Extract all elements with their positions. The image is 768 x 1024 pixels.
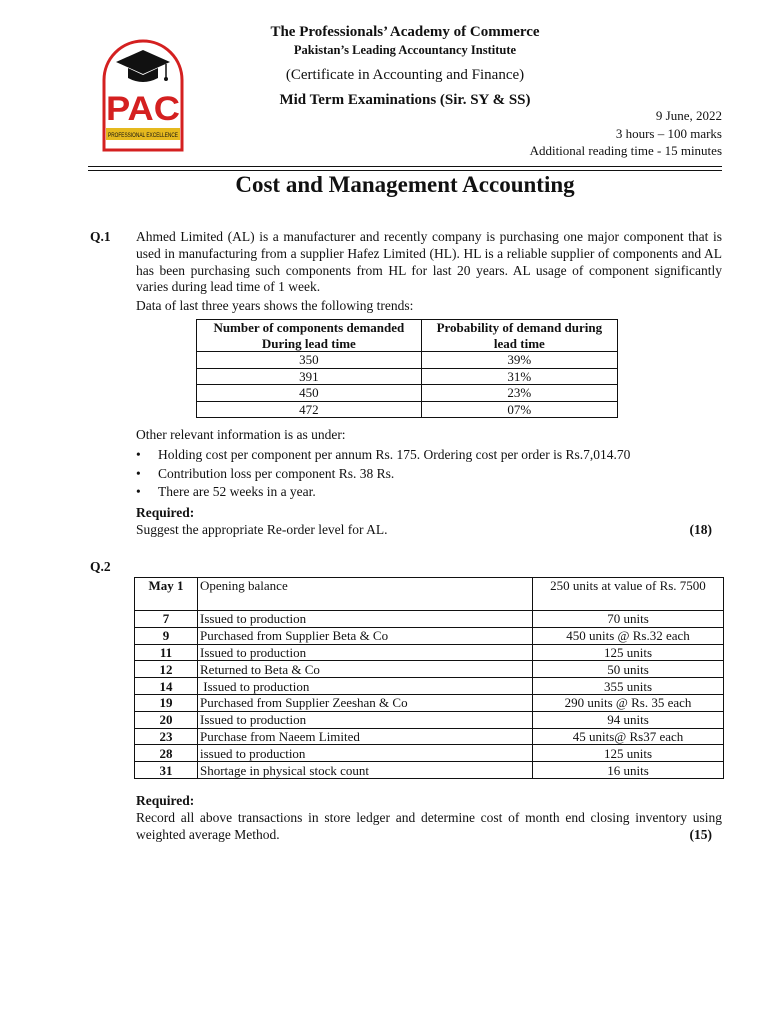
table-row <box>135 661 724 678</box>
date-cell: 11 <box>135 644 198 661</box>
q2-marks: (15) <box>689 827 712 842</box>
description-cell: Purchase from Naeem Limited <box>198 728 533 745</box>
table-row <box>135 644 724 661</box>
q1-bullet-list <box>136 446 630 502</box>
graduation-cap-icon <box>116 50 170 82</box>
description-cell: Issued to production <box>198 611 533 628</box>
demand-cell: 350 <box>197 352 422 369</box>
q2-number: Q.2 <box>90 559 111 574</box>
table-header: During lead time <box>197 336 422 352</box>
list-item: • There are 52 weeks in a year. <box>136 483 630 502</box>
date-cell: 12 <box>135 661 198 678</box>
logo-tagline: PROFESSIONAL EXCELLENCE <box>108 132 178 139</box>
probability-cell: 23% <box>421 385 617 402</box>
q1-required-label: Required: <box>136 505 195 520</box>
date-cell: 19 <box>135 694 198 711</box>
quantity-cell: 355 units <box>533 678 724 695</box>
probability-cell: 31% <box>421 368 617 385</box>
logo-text: PAC <box>106 90 180 128</box>
date-cell: May 1 <box>135 578 198 611</box>
q1-intro: Ahmed Limited (AL) is a manufacturer and recently company is purchasing one major component that is used in manufacturing from a supplier Hafez Limited (HL). HL is a reliable supplier of components and AL has been purchasing such components from HL for last 20 years. AL usage of component significantly varies during lead time of 1 week. <box>136 229 722 295</box>
quantity-cell: 70 units <box>533 611 724 628</box>
q1-required-text: Suggest the appropriate Re-order level for AL. <box>136 522 388 537</box>
exam-duration: 3 hours – 100 marks <box>615 126 722 141</box>
description-cell: Returned to Beta & Co <box>198 661 533 678</box>
reading-time: Additional reading time - 15 minutes <box>529 143 722 158</box>
quantity-cell: 125 units <box>533 644 724 661</box>
stock-transactions-table <box>134 577 724 779</box>
table-row <box>135 728 724 745</box>
date-cell: 20 <box>135 711 198 728</box>
certificate-name: (Certificate in Accounting and Finance) <box>285 67 525 83</box>
exam-date: 9 June, 2022 <box>655 108 722 123</box>
table-row <box>135 578 724 611</box>
q1-number: Q.1 <box>90 229 111 244</box>
divider <box>88 166 722 167</box>
q1-marks: (18) <box>689 522 712 537</box>
table-row <box>135 627 724 644</box>
quantity-cell: 450 units @ Rs.32 each <box>533 627 724 644</box>
description-cell: Purchased from Supplier Zeeshan & Co <box>198 694 533 711</box>
q2-required-text: Record all above transactions in store ledger and determine cost of month end closing inventory using weighted average Method. <box>136 810 722 842</box>
table-row <box>135 745 724 762</box>
demand-cell: 450 <box>197 385 422 402</box>
divider <box>88 170 722 171</box>
paper-title: Cost and Management Accounting <box>235 172 575 197</box>
demand-cell: 391 <box>197 368 422 385</box>
quantity-cell: 45 units@ Rs37 each <box>533 728 724 745</box>
date-cell: 7 <box>135 611 198 628</box>
date-cell: 28 <box>135 745 198 762</box>
table-row <box>197 385 618 402</box>
table-row <box>135 711 724 728</box>
table-header: lead time <box>421 336 617 352</box>
description-cell: issued to production <box>198 745 533 762</box>
quantity-cell: 50 units <box>533 661 724 678</box>
q2-required-label: Required: <box>136 793 195 808</box>
description-cell: Purchased from Supplier Beta & Co <box>198 627 533 644</box>
pac-logo <box>100 40 186 152</box>
q1-other-info: Other relevant information is as under: <box>136 427 346 442</box>
table-row <box>197 368 618 385</box>
probability-cell: 07% <box>421 401 617 418</box>
table-row <box>197 401 618 418</box>
description-cell: Issued to production <box>198 678 533 695</box>
description-cell: Opening balance <box>198 578 533 611</box>
date-cell: 9 <box>135 627 198 644</box>
quantity-cell: 16 units <box>533 762 724 779</box>
table-header: Number of components demanded <box>197 320 422 336</box>
institute-subtitle: Pakistan’s Leading Accountancy Institute <box>293 43 517 57</box>
date-cell: 23 <box>135 728 198 745</box>
quantity-cell: 125 units <box>533 745 724 762</box>
description-cell: Shortage in physical stock count <box>198 762 533 779</box>
date-cell: 31 <box>135 762 198 779</box>
quantity-cell: 94 units <box>533 711 724 728</box>
exam-name: Mid Term Examinations (Sir. SY & SS) <box>279 92 531 108</box>
description-cell: Issued to production <box>198 711 533 728</box>
quantity-cell: 250 units at value of Rs. 7500 <box>533 578 724 611</box>
table-row <box>135 611 724 628</box>
table-row <box>135 762 724 779</box>
demand-cell: 472 <box>197 401 422 418</box>
q1-data-line: Data of last three years shows the following trends: <box>136 298 414 313</box>
quantity-cell: 290 units @ Rs. 35 each <box>533 694 724 711</box>
list-item: • Holding cost per component per annum Rs. 175. Ordering cost per order is Rs.7,014.70 <box>136 446 630 465</box>
description-cell: Issued to production <box>198 644 533 661</box>
demand-probability-table <box>196 319 618 418</box>
list-item: • Contribution loss per component Rs. 38 Rs. <box>136 465 630 484</box>
table-header: Probability of demand during <box>421 320 617 336</box>
institute-name: The Professionals’ Academy of Commerce <box>270 24 540 40</box>
table-row <box>135 694 724 711</box>
table-row <box>197 352 618 369</box>
probability-cell: 39% <box>421 352 617 369</box>
date-cell: 14 <box>135 678 198 695</box>
table-row <box>135 678 724 695</box>
